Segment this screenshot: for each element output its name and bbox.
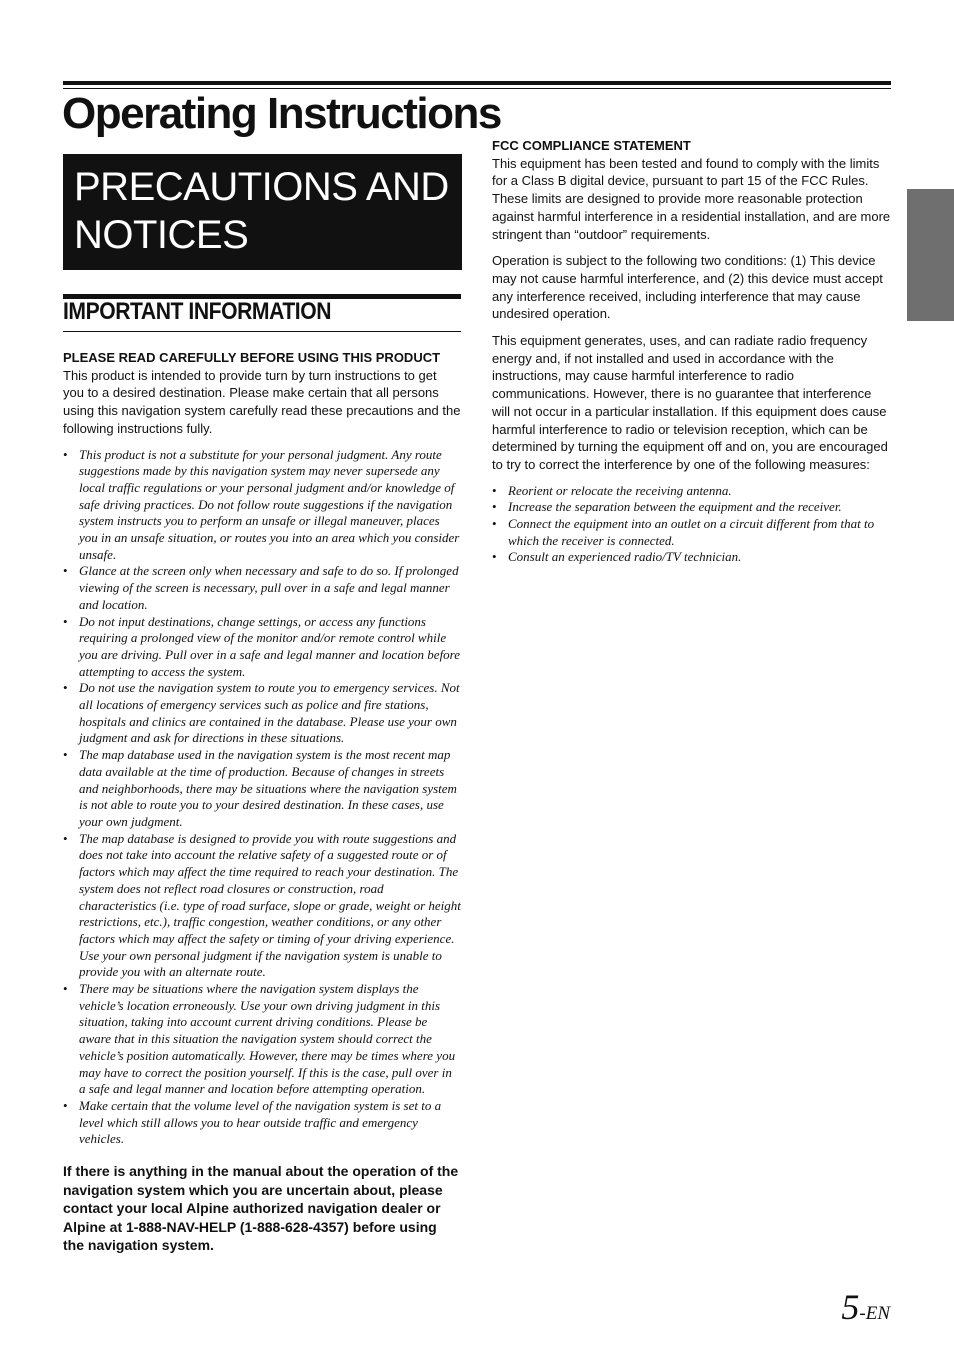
section-title-line-1: PRECAUTIONS AND: [74, 165, 449, 209]
list-item: • Do not input destinations, change settings, or access any functions requiring a prolonged view of the monitor and/or remote control while you are driving. Pull over in a safe and legal manner and location before attempting to access the system.: [63, 614, 461, 681]
contact-note: If there is anything in the manual about the operation of the navigation system which you are uncertain about, please contact your local Alpine authorized navigation dealer or Alpine at 1-888-NAV-HELP (1-888-628-4357) before using the navigation system.: [63, 1163, 459, 1254]
left-column: [63, 349, 461, 1255]
page-number-suffix: -EN: [859, 1303, 890, 1324]
fcc-paragraph: This equipment generates, uses, and can radiate radio frequency energy and, if not installed and used in accordance with the instructions, may cause harmful interference to radio communications. However, there is no guarantee that interference will not occur in a particular installation. If this equipment does cause harmful interference to radio or television reception, which can be determined by turning the equipment off and on, you are encouraged to try to correct the interference by one of the following measures:: [492, 333, 888, 472]
list-item: • Glance at the screen only when necessary and safe to do so. If prolonged viewing of the screen is necessary, pull over in a safe and legal manner and location.: [63, 563, 461, 613]
important-information-heading: IMPORTANT INFORMATION: [63, 298, 332, 325]
page-number-value: 5: [841, 1287, 860, 1327]
fcc-paragraph: This equipment has been tested and found to comply with the limits for a Class B digital device, pursuant to part 15 of the FCC Rules. These limits are designed to provide more reasonable protection against harmful interference in a residential installation, and are more stringent than “outdoor” requirements.: [492, 155, 891, 242]
fcc-measures-list: [492, 483, 892, 567]
fcc-heading: FCC COMPLIANCE STATEMENT: [492, 138, 691, 153]
side-tab: [907, 189, 954, 321]
list-item: • This product is not a substitute for your personal judgment. Any route suggestions made by this navigation system may never supersede any local traffic regulations or your personal judgment and/or knowledge of safe driving practices. Do not follow route suggestions if the navigation system instructs you to perform an unsafe or illegal maneuver, places you in an unsafe situation, or routes you into an area which you consider unsafe.: [63, 447, 461, 564]
top-rule: [63, 81, 891, 85]
section-title-line-2: NOTICES: [74, 213, 249, 257]
list-item: • Do not use the navigation system to route you to emergency services. Not all locations of emergency services such as police and fire stations, hospitals and clinics are contained in the database. Please use your own judgment and ask for directions in these situations.: [63, 680, 461, 747]
list-item: • Increase the separation between the equipment and the receiver.: [492, 499, 892, 516]
page-title: Operating Instructions: [62, 89, 501, 138]
subheading-rule-bottom: [63, 331, 461, 332]
list-item: • Reorient or relocate the receiving antenna.: [492, 483, 892, 500]
fcc-paragraph: Operation is subject to the following two conditions: (1) This device may not cause harmful interference, and (2) this device must accept any interference received, including interference that may cause undesired operation.: [492, 253, 883, 322]
list-item: • Connect the equipment into an outlet on a circuit different from that to which the receiver is connected.: [492, 516, 892, 549]
list-item: • The map database is designed to provide you with route suggestions and does not take into account the relative safety of a suggested route or of factors which may affect the time required to reach your destination. The system does not reflect road closures or construction, road characteristics (i.e. type of road surface, slope or grade, weight or height restrictions, etc.), traffic congestion, weather conditions, or any other factors which may affect the safety or timing of your driving experience. Use your own personal judgment if the navigation system is unable to provide you with an alternate route.: [63, 831, 461, 981]
right-column: [492, 137, 892, 580]
list-item: • Make certain that the volume level of the navigation system is set to a level which still allows you to hear outside traffic and emergency vehicles.: [63, 1098, 461, 1148]
list-item: • There may be situations where the navigation system displays the vehicle’s location erroneously. Use your own driving judgment in this situation, taking into account current driving conditions. Please be aware that in this situation the navigation system should correct the vehicle’s position automatically. However, there may be times where you may have to correct the position yourself. If this is the case, pull over in a safe and legal manner and location before attempting operation.: [63, 981, 461, 1098]
intro-paragraph: This product is intended to provide turn by turn instructions to get you to a desired destination. Please make certain that all persons using this navigation system carefully read these precautions and the following instructions fully.: [63, 367, 461, 436]
page-number: [841, 1286, 890, 1328]
precaution-list: [63, 447, 461, 1149]
section-title-box: [63, 154, 462, 270]
list-item: • Consult an experienced radio/TV technician.: [492, 549, 892, 566]
list-item: • The map database used in the navigation system is the most recent map data available at the time of production. Because of changes in streets and neighborhoods, there may be situations where the navigation system is not able to route you to your desired destination. In these cases, use your own judgment.: [63, 747, 461, 831]
please-read-heading: PLEASE READ CAREFULLY BEFORE USING THIS PRODUCT: [63, 350, 441, 365]
